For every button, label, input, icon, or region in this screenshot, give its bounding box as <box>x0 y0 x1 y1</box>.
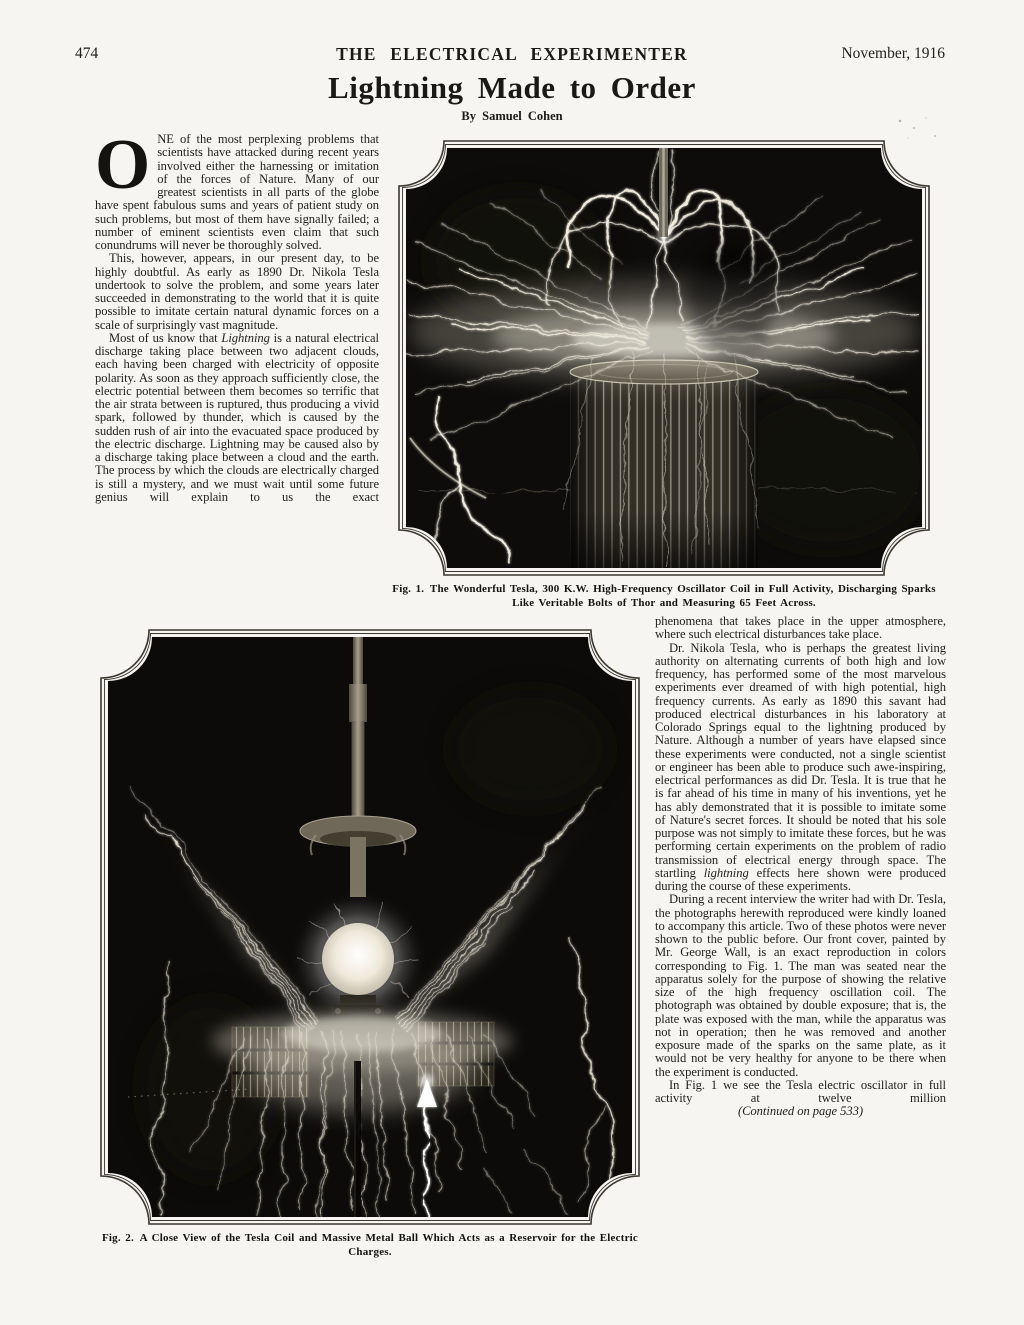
figure-1-caption: Fig. 1. The Wonderful Tesla, 300 K.W. High-Frequency Oscillator Coil in Full Activity, Discharging Sparks Like Veritable Bolts of Thor and Measuring 65 Feet Across. <box>392 583 936 609</box>
support-pole <box>354 1061 361 1218</box>
paragraph-3 <box>95 332 379 504</box>
paragraph-5-text: effects here shown were produced during the course of these experiments. <box>655 865 946 893</box>
paragraph-3-italic: Lightning <box>221 330 270 345</box>
figure-1 <box>390 140 938 610</box>
continued-notice: (Continued on page 533) <box>737 1104 864 1119</box>
right-column <box>655 615 946 1119</box>
article-title: Lightning Made to Order <box>328 70 696 105</box>
paragraph-3-text: Most of us know that <box>109 330 222 345</box>
paragraph-5-text: Dr. Nikola Tesla, who is perhaps the greatest living authority on alternating currents of both high and low frequency, has performed some of the most marvelous experiments ever dreamed of with high potential, high frequency currents. As early as 1890 this savant had produced electrical disturbances in his laboratory at Colorado Springs equal to the lightning produced by Nature. Although a number of years have elapsed since these experiments were conducted, not a single scientist or engineer has been able to produce such awe-inspiring, electrical performances as did Dr. Tesla. It is true that he is far ahead of his time in many of his inventions, yet he has ably demonstrated that it is possible to imitate some of Nature's secret forces. It should be noted that his sole purpose was not simply to imitate these forces, but he was performing certain experiments on the problem of radio transmission of electrical energy through space. The startling <box>655 640 946 880</box>
article-byline: By Samuel Cohen <box>461 109 563 123</box>
photo-field <box>398 140 930 576</box>
figure-2 <box>94 629 646 1259</box>
paragraph-1 <box>95 126 379 252</box>
figure-2-photo <box>100 629 640 1225</box>
paragraph-7: In Fig. 1 we see the Tesla electric oscillator in full activity at twelve million <box>655 1077 946 1105</box>
paragraph-4: phenomena that takes place in the upper atmosphere, where such electrical disturbances take place. <box>655 614 946 642</box>
figure-1-photo <box>398 140 930 576</box>
paragraph-5-italic: lightning <box>703 865 749 880</box>
left-column <box>95 126 379 504</box>
paragraph-3-text: is a natural electrical discharge taking place between two adjacent clouds, each having been charged with electricity of opposite polarity. As soon as they approach sufficiently close, the electric potential between them becomes so terrific that the air strata between is ruptured, thus producing a vivid spark, followed by thunder, which is caused by the sudden rush of air into the evacuated space produced by the electric discharge. Lightning may be caused also by a discharge taking place between a cloud and the earth. The process by which the clouds are electrically charged is still a mystery, and we must wait until some future genius will explain to us the exact <box>95 330 379 504</box>
paragraph-5 <box>655 642 946 894</box>
page-header <box>0 44 1024 64</box>
journal-title: THE ELECTRICAL EXPERIMENTER <box>336 44 688 64</box>
paragraph-6: During a recent interview the writer had with Dr. Tesla, the photographs herewith reproduced were kindly loaned to accompany this article. Two of these photos were never shown to the public before. Our front cover, painted by Mr. George Wall, is an exact reproduction in colors corresponding to Fig. 1. The man was seated near the apparatus solely for the purpose of showing the relative size of the high frequency oscillation coil. The photograph was obtained by double exposure; that is, the plate was exposed with the man, while the apparatus was not in operation; then he was removed and another exposure made of the sparks on the same plate, as it would not be very healthy for anyone to be there when the experiment is conducted. <box>655 892 946 1079</box>
figure-2-caption: Fig. 2. A Close View of the Tesla Coil and Massive Metal Ball Which Acts as a Reservoir for the Electric Charges. <box>101 1232 638 1258</box>
top-mast <box>659 147 668 237</box>
drop-cap: O <box>95 126 151 204</box>
photo-field <box>100 629 640 1225</box>
paragraph-2: This, however, appears, in our present day, to be highly doubtful. As early as 1890 Dr. Nikola Tesla undertook to solve the problem, and some years later succeeded in demonstrating to the world that it is quite possible to imitate certain natural dynamic forces on a scale of surprisingly vast magnitude. <box>95 251 379 332</box>
paragraph-1-text: NE of the most perplexing problems that scientists have attacked during recent years involved either the harnessing or imitation of the forces of Nature. Many of our greatest scientists in all parts of the globe have spent fabulous sums and years of patient study on such problems, but most of them have signally failed; a number of eminent scientists even claim that such conundrums will never be thoroughly solved. <box>95 132 379 252</box>
page-number: 474 <box>75 45 99 62</box>
issue-date: November, 1916 <box>841 45 945 62</box>
